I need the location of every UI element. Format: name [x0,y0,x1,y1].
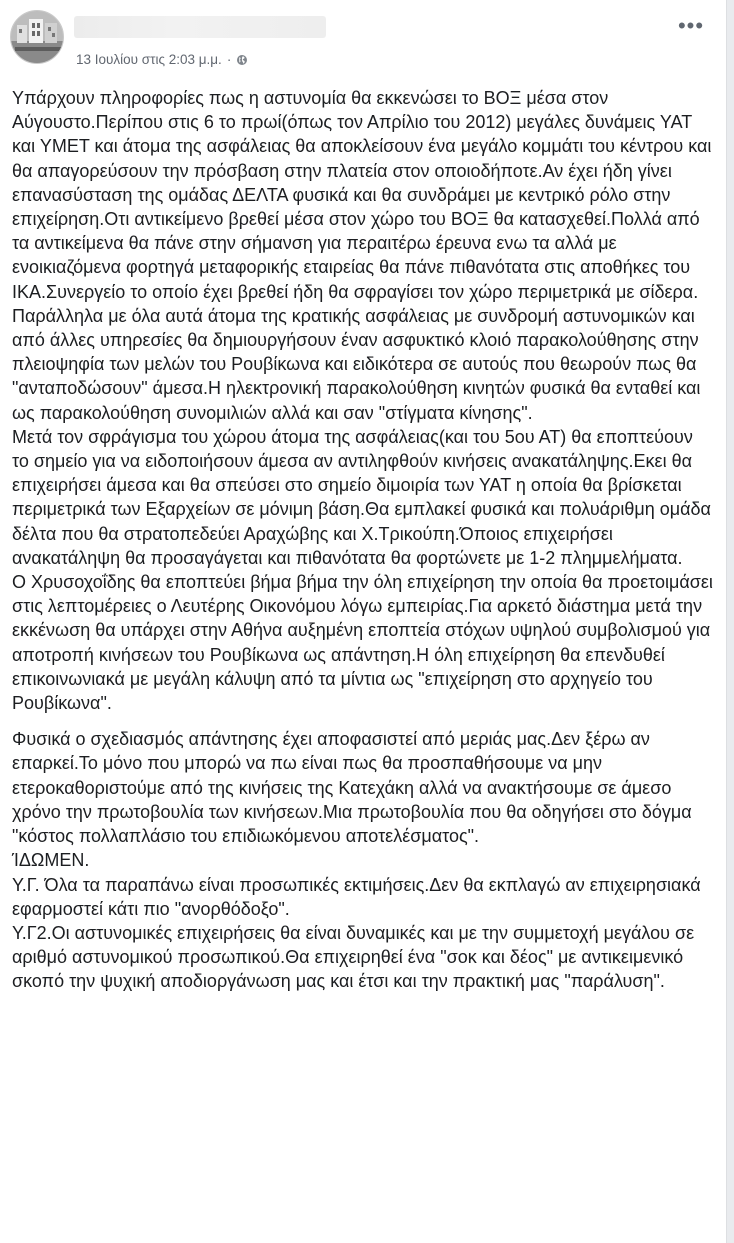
author-name-redacted[interactable] [74,16,326,38]
post-paragraph: Φυσικά ο σχεδιασμός απάντησης έχει αποφασιστεί από μεριάς μας.Δεν ξέρω αν επαρκεί.Το μόνο που μπορώ να πω είναι πως θα προσπαθήσουμε να μην ετεροκαθοριστούμε από της κινήσεις της Κατεχάκη αλλά να ανακτήσουμε σε άμεσο χρόνο την πρωτοβουλία των κινήσεων.Μια πρωτοβουλία που θα οδηγήσει στο δόγμα "κόστος πολλαπλάσιο του επιδιωκόμενου αποτελέσματος". [12,729,692,847]
post-paragraph: Υ.Γ2.Οι αστυνομικές επιχειρήσεις θα είναι δυναμικές και με την συμμετοχή μεγάλου σε αριθμό αστυνομικού προσωπικού.Θα επιχειρηθεί ένα "σοκ και δέος" με αντικειμενικό σκοπό την ψυχική αποδιοργάνωση μας και έτσι και την πρακτική μας "παράλυση". [12,922,695,992]
post-meta [76,52,248,67]
post-paragraph: ΊΔΩΜΕΝ. [12,850,90,871]
post-header [10,10,706,66]
post-paragraph: Μετά τον σφράγισμα του χώρου άτομα της ασφάλειας(και του 5ου ΑΤ) θα εποπτεύουν το σημείο για να ειδοποιήσουν άμεσα αν αντιληφθούν κινήσεις ανακατάληψης.Εκει θα επιχειρήσει άμεσα και θα σπεύσει στο σημείο διμοιρία των ΥΑΤ η οποία θα βρίσκεται περιμετρικά των Εξαρχείων σε μόνιμη βάση.Θα εμπλακεί φυσικά και πολυάριθμη ομάδα δέλτα που θα στρατοπεδεύει Αραχώβης και Χ.Τρικούπη.Όποιος επιχειρήσει ανακατάληψη θα προσαγάγεται και πιθανότατα θα φορτώνετε με 1-2 πλημμελήματα. [12,426,711,568]
avatar[interactable] [10,10,64,64]
more-options-icon[interactable]: ••• [677,13,705,38]
page-background-strip [727,0,734,1243]
post-paragraph: Παράλληλα με όλα αυτά άτομα της κρατικής ασφάλειας με συνδρομή αστυνομικών και από άλλες υπηρεσίες θα δημιουργήσουν έναν ασφυκτικό κλοιό παρακολούθησης στην πλειοψηφία των μελών του Ρουβίκωνα και ειδικότερα σε αυτούς που θεωρούν πως θα "ανταποδώσουν" άμεσα.Η ηλεκτρονική παρακολούθηση κινητών φυσικά θα ενταθεί και ως παρακολούθηση συνομιλιών αλλά και σαν "στίγματα κίνησης". [12,305,701,423]
post-timestamp[interactable]: 13 Ιουλίου στις 2:03 μ.μ. [76,52,222,67]
avatar-image [11,11,64,64]
post-paragraph: Υπάρχουν πληροφορίες πως η αστυνομία θα εκκενώσει το ΒΟΞ μέσα στον Αύγουστο.Περίπου στις 6 το πρωί(όπως τον Απρίλιο του 2012) μεγάλες δυνάμεις ΥΑΤ και ΥΜΕΤ και άτομα της ασφάλειας θα αποκλείσουν ένα μεγάλο κομμάτι του κέντρου και θα απαγορεύσουν την πρόσβαση στην πλατεία στον οποιοδήποτε.Αν έχει ήδη γίνει επανασύσταση της ομάδας ΔΕΛΤΑ φυσικά και θα συνδράμει με κεντρικό ρόλο στην επιχείρηση.Οτι αντικείμενο βρεθεί μέσα στον χώρο του ΒΟΞ θα κατασχεθεί.Πολλά από τα αντικείμενα θα πάνε στην σήμανση για περαιτέρω έρευνα ενω τα αλλά με ενοικιαζόμενα φορτηγά μεταφορικής εταιρείας θα πάνε πιθανότατα στις αποθήκες του ΙΚΑ.Συνεργείο το οποίο έχει βρεθεί ήδη θα σφραγίσει τον χώρο περιμετρικά με σίδερα. [12,88,712,302]
post-paragraph: Ο Χρυσοχοΐδης θα εποπτεύει βήμα βήμα την όλη επιχείρηση την οποία θα προετοιμάσει στις λεπτομέρειες ο Λευτέρης Οικονόμου λόγω εμπειρίας.Για αρκετό διάστημα μετά την εκκένωση θα υπάρχει στην Αθήνα αυξημένη εποπτεία στόχων υψηλού συμβολισμού για αποτροπή κινήσεων του Ρουβίκωνα ως απάντηση.Η όλη επιχείρηση θα επενδυθεί επικοινωνιακά με μεγάλη κάλυψη από τα μίντια ως "επιχείρηση στο αρχηγείο του Ρουβίκωνα". [12,572,713,714]
globe-icon[interactable] [236,54,248,66]
meta-separator: · [226,52,232,67]
post-body [12,86,714,994]
post-paragraph: Υ.Γ. Όλα τα παραπάνω είναι προσωπικές εκτιμήσεις.Δεν θα εκπλαγώ αν επιχειρησιακά εφαρμοστεί κάτι πιο "ανορθόδοξο". [12,874,701,919]
